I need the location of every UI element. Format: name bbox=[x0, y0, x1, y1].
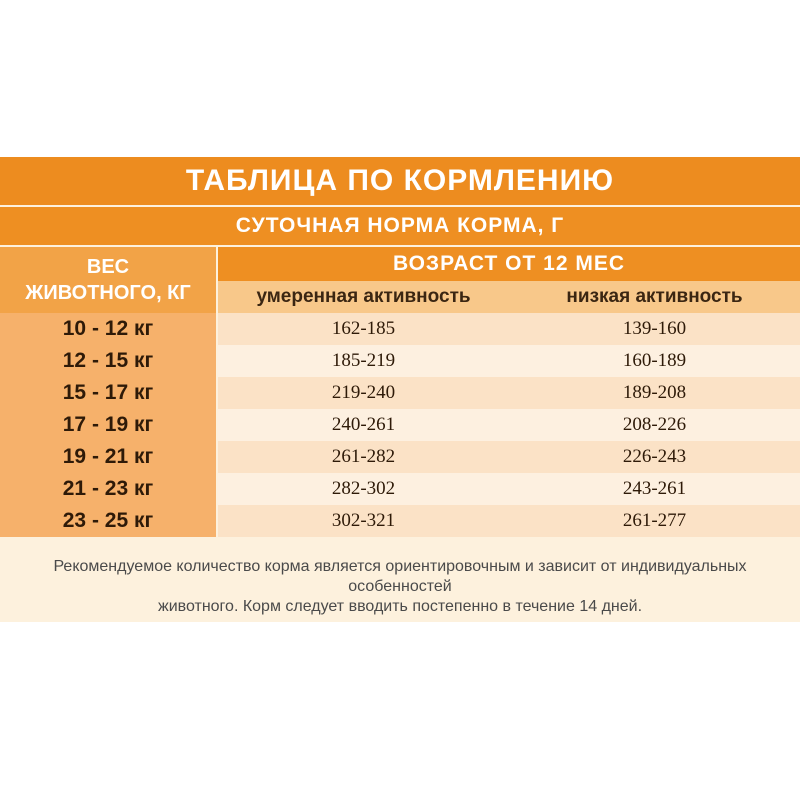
moderate-activity-cell: 302-321 bbox=[218, 505, 509, 537]
table-subtitle: СУТОЧНАЯ НОРМА КОРМА, Г bbox=[0, 207, 800, 245]
weight-cell: 10 - 12 кг bbox=[0, 313, 216, 345]
weight-column-header bbox=[0, 247, 216, 313]
age-header: ВОЗРАСТ ОТ 12 МЕС bbox=[218, 247, 800, 281]
activity-header-moderate: умеренная активность bbox=[256, 286, 471, 307]
table-body bbox=[0, 313, 800, 537]
moderate-activity-cell: 261-282 bbox=[218, 441, 509, 473]
weight-cell: 15 - 17 кг bbox=[0, 377, 216, 409]
low-activity-cell: 160-189 bbox=[509, 345, 800, 377]
table-row bbox=[0, 441, 800, 473]
table-title: ТАБЛИЦА ПО КОРМЛЕНИЮ bbox=[0, 157, 800, 205]
feeding-note bbox=[20, 557, 780, 617]
weight-cell: 17 - 19 кг bbox=[0, 409, 216, 441]
moderate-activity-cell: 219-240 bbox=[218, 377, 509, 409]
table-row bbox=[0, 345, 800, 377]
weight-cell: 19 - 21 кг bbox=[0, 441, 216, 473]
moderate-activity-cell: 185-219 bbox=[218, 345, 509, 377]
note-line2: животного. Корм следует вводить постепенно в течение 14 дней. bbox=[157, 598, 643, 615]
weight-cell: 23 - 25 кг bbox=[0, 505, 216, 537]
low-activity-cell: 139-160 bbox=[509, 313, 800, 345]
low-activity-cell: 226-243 bbox=[509, 441, 800, 473]
weight-cell: 12 - 15 кг bbox=[0, 345, 216, 377]
table-row bbox=[0, 313, 800, 345]
table-row bbox=[0, 505, 800, 537]
table-row bbox=[0, 473, 800, 505]
note-line1: Рекомендуемое количество корма является ориентировочным и зависит от индивидуальных особенностей bbox=[53, 558, 747, 595]
moderate-activity-cell: 240-261 bbox=[218, 409, 509, 441]
table-row bbox=[0, 377, 800, 409]
weight-cell: 21 - 23 кг bbox=[0, 473, 216, 505]
feeding-table-card bbox=[0, 157, 800, 622]
low-activity-cell: 208-226 bbox=[509, 409, 800, 441]
low-activity-cell: 261-277 bbox=[509, 505, 800, 537]
weight-header-line2: ЖИВОТНОГО, КГ bbox=[25, 282, 191, 304]
moderate-activity-cell: 282-302 bbox=[218, 473, 509, 505]
moderate-activity-cell: 162-185 bbox=[218, 313, 509, 345]
low-activity-cell: 189-208 bbox=[509, 377, 800, 409]
weight-header-line1: ВЕС bbox=[86, 256, 130, 278]
activity-header-low: низкая активность bbox=[566, 286, 743, 307]
activity-header-row bbox=[218, 281, 800, 313]
low-activity-cell: 243-261 bbox=[509, 473, 800, 505]
table-row bbox=[0, 409, 800, 441]
